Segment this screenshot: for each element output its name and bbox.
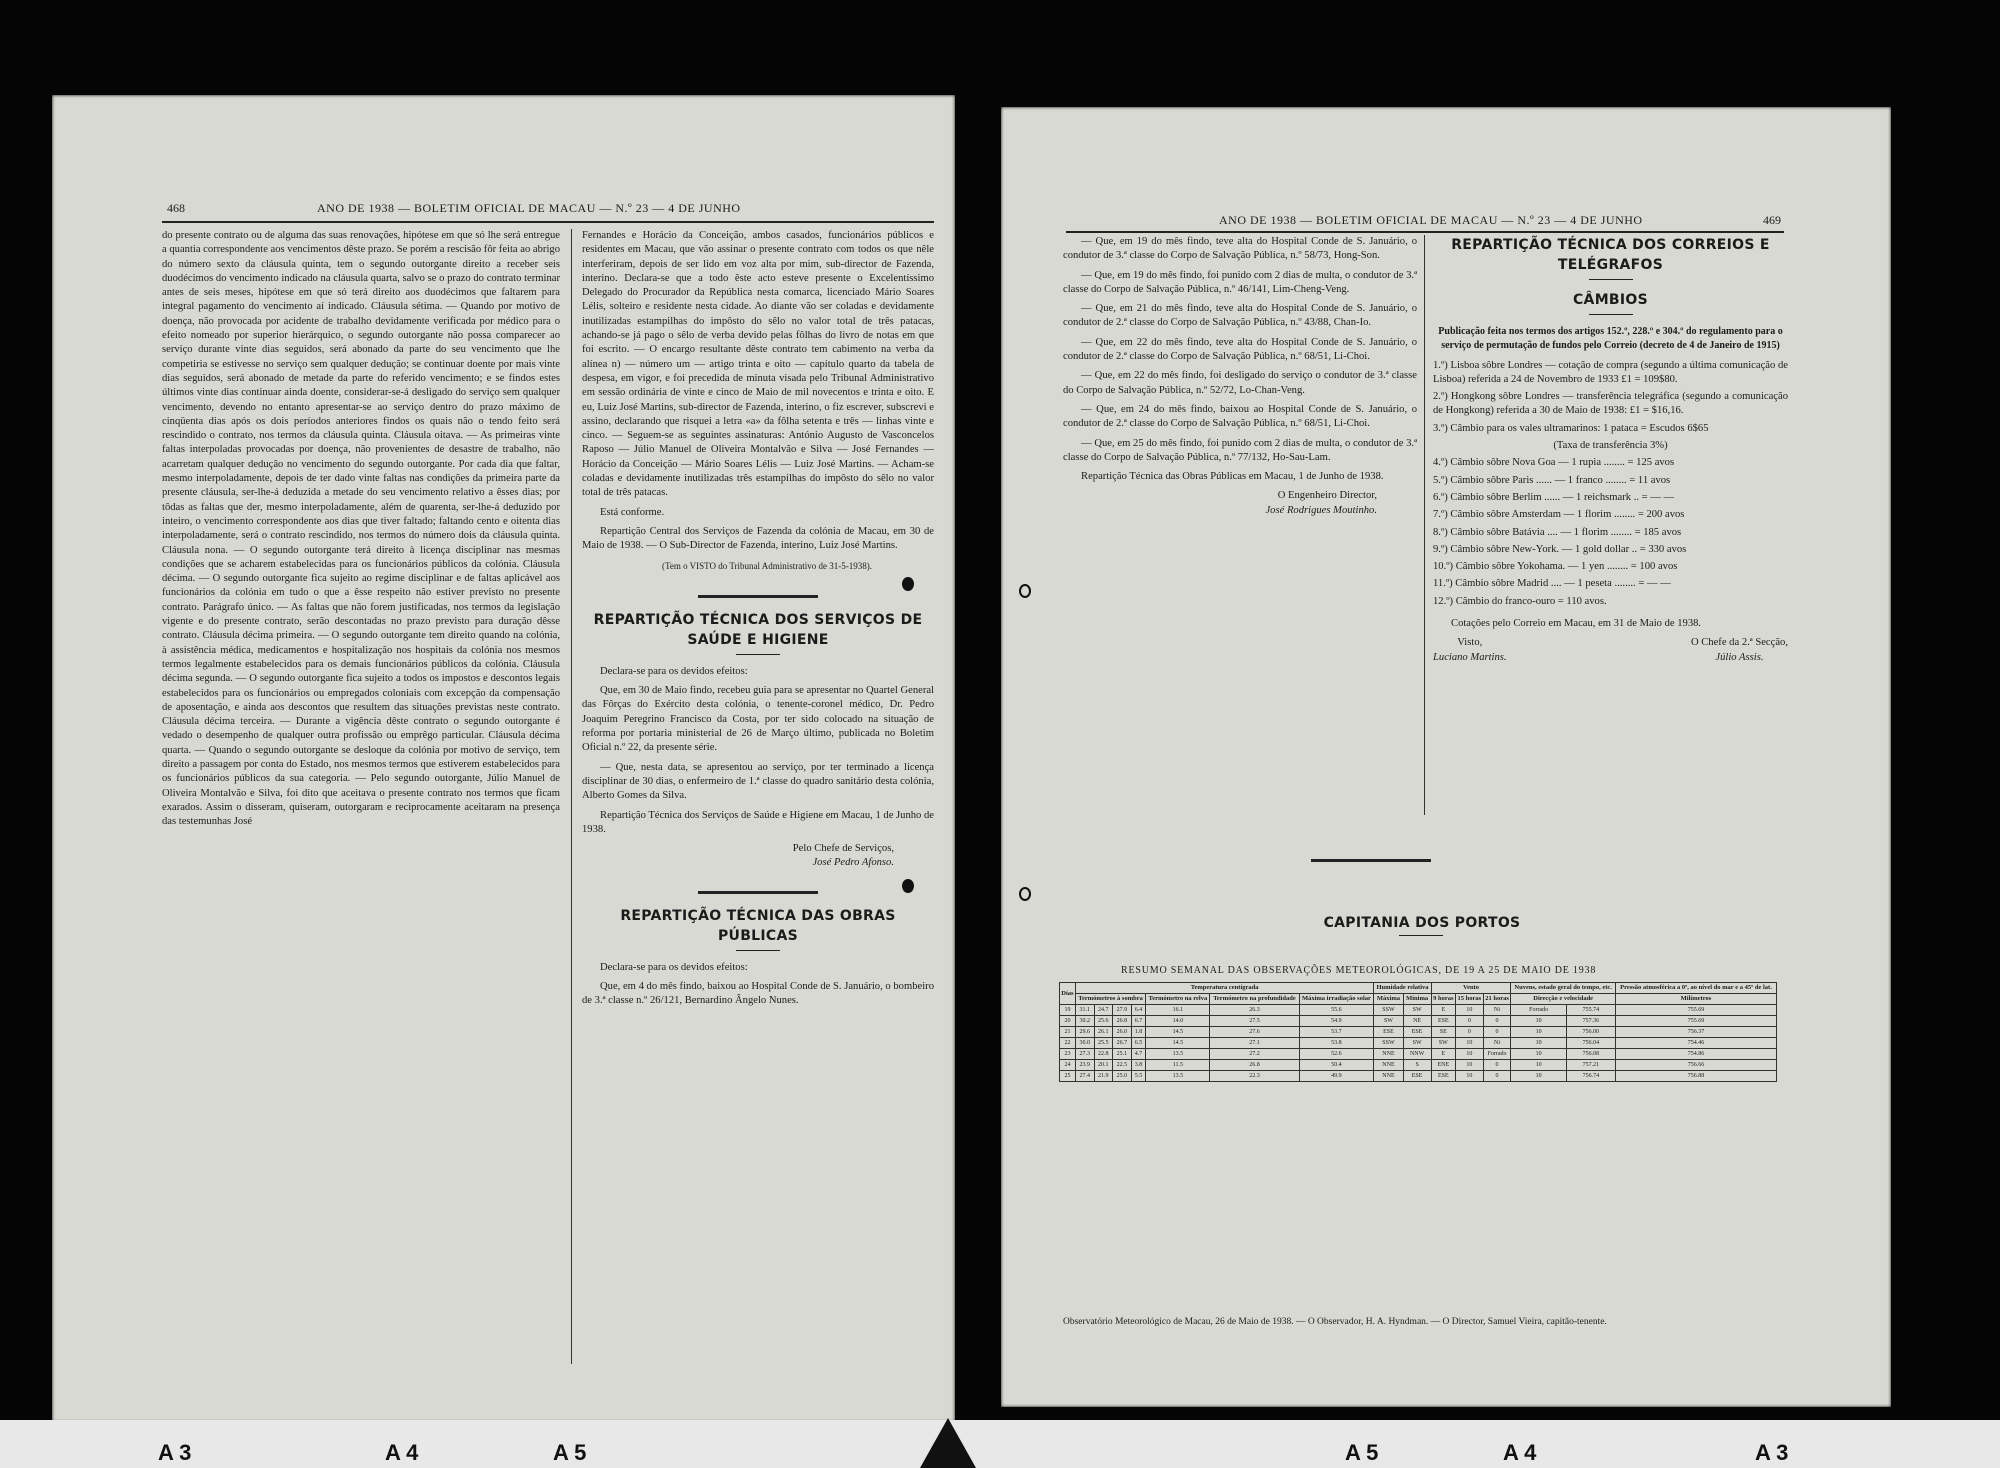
table-cell: 3.8 (1131, 1060, 1146, 1071)
table-cell: 20.1 (1094, 1060, 1113, 1071)
table-cell: 10 (1455, 1060, 1483, 1071)
sub-header: 9 horas (1431, 994, 1455, 1005)
heading-rule (736, 950, 780, 951)
cambio-item: 8.º) Câmbio sôbre Batávia .... — 1 florim ........ = 185 avos (1433, 526, 1682, 538)
film-strip (0, 1420, 2000, 1468)
table-row (1060, 1027, 1777, 1038)
table-cell: 6.5 (1131, 1038, 1146, 1049)
table-cell: 27.2 (1210, 1049, 1299, 1060)
saude-signature-title: Pelo Chefe de Serviços, (792, 843, 894, 855)
table-cell: 21 (1060, 1027, 1076, 1038)
table-cell: 755.74 (1566, 1005, 1615, 1016)
table-cell: 10 (1511, 1027, 1566, 1038)
meteo-caption: RESUMO SEMANAL DAS OBSERVAÇÕES METEOROLÓGICAS, DE 19 A 25 DE MAIO DE 1938 (1121, 965, 1597, 976)
film-center-marker (920, 1418, 976, 1468)
table-cell: 13.5 (1146, 1049, 1210, 1060)
table-cell: Ni (1483, 1038, 1511, 1049)
obras-closing: Repartição Técnica das Obras Públicas em Macau, 1 de Junho de 1938. (1081, 471, 1384, 483)
film-mark: A 4 (1503, 1440, 1537, 1465)
table-cell: 0 (1483, 1060, 1511, 1071)
cambios-closing: Cotações pelo Correio em Macau, em 31 de Maio de 1938. (1451, 618, 1702, 630)
table-cell: 755.69 (1615, 1005, 1776, 1016)
left-page (52, 95, 955, 1422)
table-cell: 10 (1455, 1005, 1483, 1016)
table-cell: 25.5 (1094, 1038, 1113, 1049)
table-cell: 53.7 (1299, 1027, 1374, 1038)
table-cell: 756.37 (1615, 1027, 1776, 1038)
table-cell: 25.1 (1113, 1049, 1132, 1060)
col-header: Dias (1060, 983, 1076, 1005)
table-cell: 757.36 (1566, 1016, 1615, 1027)
table-cell: SW (1403, 1038, 1431, 1049)
section-rule (1311, 859, 1431, 862)
chefe-block (1691, 636, 1788, 665)
cambio-item: 3.º) Câmbio para os vales ultramarinos: 1 pataca = Escudos 6$65 (1433, 422, 1709, 434)
heading-rule (1589, 314, 1633, 315)
section-heading-obras: REPARTIÇÃO TÉCNICA DAS OBRAS PÚBLICAS (620, 907, 896, 944)
table-cell: 756.88 (1615, 1071, 1776, 1082)
table-cell: 10 (1511, 1049, 1566, 1060)
table-cell: 53.8 (1299, 1038, 1374, 1049)
table-cell: 5.5 (1131, 1071, 1146, 1082)
table-cell: 26.8 (1210, 1060, 1299, 1071)
table-cell: SW (1374, 1016, 1403, 1027)
table-cell: 25 (1060, 1071, 1076, 1082)
obras-continued-column (1063, 235, 1417, 518)
chefe-name: Júlio Assis. (1715, 651, 1764, 663)
contract-column-2 (582, 229, 934, 1014)
table-cell: 21.9 (1094, 1071, 1113, 1082)
table-cell: 0 (1483, 1071, 1511, 1082)
table-cell: 30.0 (1075, 1038, 1094, 1049)
header-rule (162, 221, 934, 223)
correios-column (1433, 235, 1788, 665)
saude-para: Declara-se para os devidos efeitos: (600, 665, 748, 677)
table-cell: 27.9 (1113, 1005, 1132, 1016)
heading-rule (1399, 935, 1443, 936)
table-row (1060, 1038, 1777, 1049)
sub-header: Direcção e velocidade (1511, 994, 1616, 1005)
table-cell: 26.1 (1094, 1027, 1113, 1038)
table-cell: 14.5 (1146, 1038, 1210, 1049)
table-cell: 20 (1060, 1016, 1076, 1027)
section-heading-capitania: CAPITANIA DOS PORTOS (1323, 915, 1521, 931)
column-divider (571, 229, 572, 1364)
obras-item: — Que, em 21 do mês findo, teve alta do Hospital Conde de S. Januário, o condutor de 2.ª classe do Corpo de Salvação Pública, n.º 43/88, Chan-Io. (1063, 303, 1417, 329)
table-cell: 50.4 (1299, 1060, 1374, 1071)
table-cell: 26.0 (1113, 1027, 1132, 1038)
table-cell: 27.6 (1210, 1027, 1299, 1038)
table-cell: ESE (1374, 1027, 1403, 1038)
table-cell: NNW (1403, 1049, 1431, 1060)
contract-column-1 (162, 229, 560, 834)
visto-note: (Tem o VISTO do Tribunal Administrativo de 31-5-1938). (661, 560, 873, 571)
contract-text: do presente contrato ou de alguma das suas renovações, hipótese em que só lhe será entregue a quantia correspondente aos vencimentos dêste prazo. Se porém a rescisão fôr feita ao abrigo do número sexto da cláusula quinta, tem o segundo outorgante direito a receber seis duodécimos do vencimento indicado na cláusula quarta, salvo se o prazo do contrato terminar antes de seis meses, hipótese em que só terá direito aos duodécimos que faltarem para integral pagamento do vencimento aí indicado. Cláusula sétima. — Quando por motivo de doença, não provocada por acidente de trabalho devidamente verificada por médico para o efeito nomeado por superior hierárquico, o segundo outorgante não possa comparecer ao serviço durante vinte dias seguidos, será abonado da parte do seu vencimento que lhe competiria se estivesse no serviço sem qualquer dedução; se continuar doente por mais vinte dias seguidos, será abonado de metade da parte do referido vencimento; e se findos estes últimos vinte dias continuar ainda doente, considerar-se-á desligado do serviço sem qualquer vencimento, devendo no entanto apresentar-se ao serviço dentro do prazo máximo de cinqüenta dias após os dois períodos anteriores findos os quais não o tendo feito será rescindido o contrato, nos termos da cláusula quinta. Cláusula oitava. — As primeiras vinte faltas interpoladas provocadas por doença, não provenientes de desastre de trabalho, não acarretam qualquer dedução no vencimento do segundo outorgante. Por cada dia que faltar, mesmo interpoladamente, depois de ter dado vinte faltas nas condições da primeira parte da presente cláusula, ser-lhe-á deduzida a metade do seu vencimento relativo a êsses dias; por tôdas as faltas que der, mesmo interpoladamente, além de quarenta, ser-lhe-á deduzido por inteiro, o vencimento correspondente aos dias que tiver faltado; faltando cento e oitenta dias interpoladamente, será o contrato rescindido, nos termos do número dois da cláusula quinta. Cláusula nona. — O segundo outorgante terá direito à licença disciplinar nas mesmas condições que se acharem estabelecidas para os funcionários públicos da colónia. Cláusula décima. — O segundo outorgante fica sujeito ao regime disciplinar e de faltas aplicável aos funcionários da colónia em tudo o que a êsse respeito não estiver previsto no presente contrato. Parágrafo único. — As faltas que não forem justificadas, nos termos da legislação vigente e do presente contrato, serão descontadas no prazo previsto para duração dêsse contrato. Cláusula décima primeira. — O segundo outorgante tem direito quando na colónia, à assistência médica, medicamentos e hospitalização nos hospitais da colónia nos mesmos termos legalmente estabelecidos para os demais funcionários públicos da colónia. Cláusula décima segunda. — O segundo outorgante fica sujeito a todos os impostos e descontos legais estabelecidos para os funcionários ou empregados coloniais com excepção da compensação de aposentação, e ainda aos descontos que resultem das situações previstas neste contrato. Cláusula décima terceira. — Durante a vigência dêste contrato o segundo outorgante é vedado o desempenho de qualquer outra profissão ou emprêgo particular. Cláusula décima quarta. — Quando o segundo outorgante se desloque da colónia por motivo de serviço, tem direito a passagem por conta do Estado, nos mesmos termos que estiverem estabelecidos para os funcionários públicos da sua categoria. — Pelo segundo outorgante, Júlio Manuel de Oliveira Montalvão e Silva, foi dito que aceitava o presente contrato nos termos que ficam exarados. Assim o disseram, quiseram, outorgaram e reciprocamente aceitaram na presença das testemunhas José (162, 230, 560, 828)
table-cell: SSW (1374, 1005, 1403, 1016)
visto-name: Luciano Martins. (1433, 651, 1507, 663)
table-cell: SW (1403, 1005, 1431, 1016)
page-number: 468 (167, 201, 185, 215)
cambio-item: 4.º) Câmbio sôbre Nova Goa — 1 rupia ........ = 125 avos (1433, 457, 1675, 469)
contract-text-continued: Fernandes e Horácio da Conceição, ambos casados, funcionários públicos e residentes em Macau, que vão assinar o presente contrato com todos os que nêle interferiram, depois de ser lido em voz alta por mim, sub-director de Fazenda, interino. Declara-se que a todo êste acto esteve presente o Excelentíssimo Delegado do Procurador da República nesta comarca, licenciado Mário Soares Lélis, solteiro e residente nesta cidade. Ao diante vão ser coladas e devidamente inutilizadas estampilhas do impôsto do sêlo no valor total de três patacas, achando-se já pago o sêlo de verba devido pelas fôlhas do livro de notas em que foi escrito. — O encargo resultante dêste contrato tem cabimento na verba da alínea n) — número um — artigo trinta e oito — capítulo quarto da tabela de despesa, em vigor, e foi precedida de minuta visada pelo Tribunal Administrativo em sessão ordinária de vinte e cinco de Maio de mil novecentos e trinta e oito. E eu, Luiz José Martins, sub-director de Fazenda, interino, o fiz escrever, subscrevi e assino, declarando que risquei a letra «a» da fôlha setenta e três — linhas vinte e cinco. — Seguem-se as seguintes assinaturas: António Augusto de Vasconcelos Raposo — Júlio Manuel de Oliveira Montalvão e Silva — José Fernandes — Horácio da Conceição — Mário Soares Lélis — Luiz José Martins. — Acham-se coladas e devidamente inutilizadas três estampilhas do impôsto do sêlo no valor total de três patacas. (582, 230, 934, 499)
cambios-list (1433, 359, 1788, 609)
section-subheading-cambios: CÂMBIOS (1572, 292, 1648, 308)
meteo-table-body (1060, 1005, 1777, 1082)
table-cell: 24 (1060, 1060, 1076, 1071)
fazenda-signature: Repartição Central dos Serviços de Fazenda da colónia de Macau, em 30 de Maio de 1938. — O Sub-Director de Fazenda, interino, Luiz José Martins. (582, 525, 934, 552)
table-cell: 16.1 (1146, 1005, 1210, 1016)
header-rule (1066, 231, 1784, 233)
table-cell: ESE (1431, 1016, 1455, 1027)
table-cell: E (1431, 1049, 1455, 1060)
table-cell: 756.00 (1566, 1027, 1615, 1038)
table-cell: 52.6 (1299, 1049, 1374, 1060)
obras-para: Que, em 4 do mês findo, baixou ao Hospital Conde de S. Januário, o bombeiro de 3.ª classe n.º 26/121, Bernardino Ângelo Nunes. (582, 980, 934, 1007)
table-cell: 31.1 (1075, 1005, 1094, 1016)
table-cell: 6.4 (1131, 1005, 1146, 1016)
table-row (1060, 1005, 1777, 1016)
obras-signature-title: O Engenheiro Director, (1277, 490, 1377, 502)
sub-header: Termómetro na profundidade (1210, 994, 1299, 1005)
sub-header: Mínima (1403, 994, 1431, 1005)
section-heading-saude: REPARTIÇÃO TÉCNICA DOS SERVIÇOS DE SAÚDE E HIGIENE (593, 611, 923, 648)
table-cell: Ni (1483, 1005, 1511, 1016)
table-cell: 10 (1511, 1071, 1566, 1082)
sub-header: Milímetros (1615, 994, 1776, 1005)
punch-hole (1019, 584, 1031, 598)
table-cell: 756.08 (1566, 1049, 1615, 1060)
table-cell: S (1403, 1060, 1431, 1071)
table-cell: NNE (1374, 1060, 1403, 1071)
table-row (1060, 1071, 1777, 1082)
table-cell: 27.3 (1075, 1049, 1094, 1060)
table-cell: Forrado (1511, 1005, 1566, 1016)
table-cell: 10 (1511, 1060, 1566, 1071)
film-mark: A 5 (1345, 1440, 1379, 1465)
table-cell: Forrado (1483, 1049, 1511, 1060)
punch-hole (1019, 887, 1031, 901)
table-cell: ESE (1431, 1071, 1455, 1082)
table-cell: 54.9 (1299, 1016, 1374, 1027)
table-cell: 4.7 (1131, 1049, 1146, 1060)
obras-item: — Que, em 19 do mês findo, teve alta do Hospital Conde de S. Januário, o condutor de 3.ª classe do Corpo de Salvação Pública, n.º 58/73, Hong-Son. (1063, 236, 1417, 262)
table-cell: SW (1431, 1038, 1455, 1049)
cambio-item: 1.º) Lisboa sôbre Londres — cotação de compra (segundo a última comunicação de Lisboa) referida a 24 de Novembro de 1933 £1 = 109$80. (1433, 359, 1788, 385)
saude-para: Que, em 30 de Maio findo, recebeu guia para se apresentar no Quartel General das Fôrças do Exército desta colónia, o tenente-coronel médico, Dr. Pedro Joaquim Peregrino Francisco da Costa, por ter sido colocado na situação de reforma por portaria ministerial de 26 de Março último, publicada no Boletim Oficial n.º 22, da presente série. (582, 685, 934, 754)
visto-label: Visto, (1457, 637, 1483, 649)
table-cell: 755.69 (1615, 1016, 1776, 1027)
table-cell: ENE (1431, 1060, 1455, 1071)
table-cell: 26.8 (1113, 1016, 1132, 1027)
table-cell: 22.8 (1094, 1049, 1113, 1060)
sub-header: Termómetros à sombra (1075, 994, 1145, 1005)
cambio-item: 9.º) Câmbio sôbre New-York. — 1 gold dollar .. = 330 avos (1433, 543, 1687, 555)
cambio-item: (Taxa de transferência 3%) (1553, 440, 1668, 452)
table-cell: 24.7 (1094, 1005, 1113, 1016)
table-cell: NE (1403, 1016, 1431, 1027)
table-cell: 10 (1455, 1071, 1483, 1082)
correios-signatures (1433, 636, 1788, 665)
page-number: 469 (1763, 213, 1781, 227)
table-cell: 756.04 (1566, 1038, 1615, 1049)
saude-para: — Que, nesta data, se apresentou ao serviço, por ter terminado a licença disciplinar de 30 dias, o enfermeiro de 1.ª classe do quadro sanitário desta colónia, Alberto Gomes da Silva. (582, 761, 934, 802)
section-rule (698, 891, 818, 894)
table-cell: 14.0 (1146, 1016, 1210, 1027)
obras-para: Declara-se para os devidos efeitos: (600, 961, 748, 973)
heading-rule (1589, 279, 1633, 280)
table-cell: 756.66 (1615, 1060, 1776, 1071)
table-cell: 0 (1455, 1027, 1483, 1038)
table-cell: 14.5 (1146, 1027, 1210, 1038)
table-cell: 13.5 (1146, 1071, 1210, 1082)
table-cell: 25.0 (1113, 1071, 1132, 1082)
table-cell: 22 (1060, 1038, 1076, 1049)
table-cell: 0 (1483, 1027, 1511, 1038)
sub-header: Máxima irradiação solar (1299, 994, 1374, 1005)
running-head: ANO DE 1938 — BOLETIM OFICIAL DE MACAU — N.º 23 — 4 DE JUNHO (1219, 213, 1643, 227)
col-header: Humidade relativa (1374, 983, 1431, 994)
table-cell: 757.21 (1566, 1060, 1615, 1071)
table-cell: 10 (1455, 1038, 1483, 1049)
cambio-item: 5.º) Câmbio sôbre Paris ...... — 1 franco ........ = 11 avos (1433, 474, 1671, 486)
table-row (1060, 1049, 1777, 1060)
cambio-item: 7.º) Câmbio sôbre Amsterdam — 1 florim ........ = 200 avos (1433, 509, 1685, 521)
cambio-item: 11.º) Câmbio sôbre Madrid .... — 1 peseta ........ = — — (1433, 578, 1671, 590)
cambio-item: 10.º) Câmbio sôbre Yokohama. — 1 yen ........ = 100 avos (1433, 561, 1678, 573)
saude-signature-name: José Pedro Afonso. (812, 857, 894, 869)
sub-header: Máxima (1374, 994, 1403, 1005)
table-cell: 754.46 (1615, 1038, 1776, 1049)
table-cell: 10 (1511, 1016, 1566, 1027)
right-page (1001, 107, 1891, 1407)
table-cell: 0 (1455, 1016, 1483, 1027)
table-cell: ESE (1403, 1027, 1431, 1038)
meteo-table (1059, 982, 1777, 1082)
sub-header: Termómetro na relva (1146, 994, 1210, 1005)
sub-header: 21 horas (1483, 994, 1511, 1005)
sub-header: 15 horas (1455, 994, 1483, 1005)
table-cell: 11.5 (1146, 1060, 1210, 1071)
table-row (1060, 1016, 1777, 1027)
table-cell: NNE (1374, 1071, 1403, 1082)
table-cell: 22.5 (1113, 1060, 1132, 1071)
col-header: Pressão atmosférica a 0º, ao nível do mar e a 45º de lat. (1615, 983, 1776, 994)
table-cell: 30.2 (1075, 1016, 1094, 1027)
table-cell: 27.4 (1075, 1071, 1094, 1082)
table-row (1060, 1060, 1777, 1071)
col-header: Temperatura centígrada (1075, 983, 1373, 994)
table-cell: 26.7 (1113, 1038, 1132, 1049)
punch-hole (902, 577, 914, 591)
section-heading-correios: REPARTIÇÃO TÉCNICA DOS CORREIOS E TELÉGRAFOS (1451, 237, 1770, 273)
table-cell: 10 (1511, 1038, 1566, 1049)
film-mark: A 3 (158, 1440, 192, 1465)
obras-item: — Que, em 19 do mês findo, foi punido com 2 dias de multa, o condutor de 3.ª classe do Corpo de Salvação Pública, n.º 46/141, Lim-Cheng-Veng. (1063, 269, 1417, 295)
obras-item: — Que, em 24 do mês findo, baixou ao Hospital Conde de S. Januário, o condutor de 2.ª classe do Corpo de Salvação Pública, n.º 68/51, Li-Choi. (1063, 403, 1417, 430)
table-cell: 25.6 (1094, 1016, 1113, 1027)
obras-item: — Que, em 25 do mês findo, foi punido com 2 dias de multa, o condutor de 3.ª classe do Corpo de Salvação Pública, n.º 77/132, Ho-Sau-Lam. (1063, 437, 1417, 463)
cambio-item: 2.º) Hongkong sôbre Londres — transferência telegráfica (segundo a comunicação de Hongkong) referida a 30 de Maio de 1938: £1 = $16,16. (1433, 391, 1788, 417)
chefe-label: O Chefe da 2.ª Secção, (1690, 637, 1788, 649)
cambio-item: 6.º) Câmbio sôbre Berlim ...... — 1 reichsmark .. = — — (1433, 491, 1675, 503)
column-divider (1424, 235, 1425, 815)
col-header: Nuvens, estado geral do tempo, etc. (1511, 983, 1616, 994)
table-cell: 0 (1483, 1016, 1511, 1027)
table-cell: 22.3 (1210, 1071, 1299, 1082)
table-cell: 10 (1455, 1049, 1483, 1060)
table-cell: 49.9 (1299, 1071, 1374, 1082)
table-cell: 27.1 (1210, 1038, 1299, 1049)
film-mark: A 5 (553, 1440, 587, 1465)
table-cell: 23 (1060, 1049, 1076, 1060)
table-cell: 29.6 (1075, 1027, 1094, 1038)
table-cell: 756.74 (1566, 1071, 1615, 1082)
punch-hole (902, 879, 914, 893)
film-mark: A 3 (1755, 1440, 1789, 1465)
cambios-intro: Publicação feita nos termos dos artigos 152.º, 228.º e 304.º do regulamento para o serviço de permutação de fundos pelo Correio (decreto de 4 de Janeiro de 1915) (1438, 326, 1783, 352)
table-cell: 1.8 (1131, 1027, 1146, 1038)
table-cell: 27.5 (1210, 1016, 1299, 1027)
running-head: ANO DE 1938 — BOLETIM OFICIAL DE MACAU — N.º 23 — 4 DE JUNHO (317, 201, 741, 215)
obras-item: — Que, em 22 do mês findo, foi desligado do serviço o condutor de 3.ª classe do Corpo de Salvação Pública, n.º 52/72, Lo-Chan-Veng. (1063, 370, 1417, 396)
table-cell: 55.6 (1299, 1005, 1374, 1016)
table-cell: SE (1431, 1027, 1455, 1038)
col-header: Vento (1431, 983, 1511, 994)
conformity-text: Está conforme. (600, 506, 665, 518)
table-cell: SSW (1374, 1038, 1403, 1049)
cambio-item: 12.º) Câmbio do franco-ouro = 110 avos. (1433, 595, 1607, 607)
table-cell: 6.7 (1131, 1016, 1146, 1027)
table-cell: 19 (1060, 1005, 1076, 1016)
table-cell: 26.3 (1210, 1005, 1299, 1016)
meteo-footnote: Observatório Meteorológico de Macau, 26 de Maio de 1938. — O Observador, H. A. Hyndman. — O Director, Samuel Vieira, capitão-tenente. (1063, 1317, 1607, 1327)
table-cell: 23.9 (1075, 1060, 1094, 1071)
heading-rule (736, 654, 780, 655)
visto-block (1433, 636, 1507, 665)
saude-para: Repartição Técnica dos Serviços de Saúde e Higiene em Macau, 1 de Junho de 1938. (582, 809, 934, 835)
film-mark: A 4 (385, 1440, 419, 1465)
table-cell: NNE (1374, 1049, 1403, 1060)
table-cell: E (1431, 1005, 1455, 1016)
obras-item: — Que, em 22 do mês findo, teve alta do Hospital Conde de S. Januário, o condutor de 2.ª classe do Corpo de Salvação Pública, n.º 68/51, Li-Choi. (1063, 336, 1417, 363)
table-cell: 754.86 (1615, 1049, 1776, 1060)
section-rule (698, 595, 818, 598)
table-cell: ESE (1403, 1071, 1431, 1082)
obras-signature-name: José Rodrigues Moutinho. (1265, 504, 1377, 516)
